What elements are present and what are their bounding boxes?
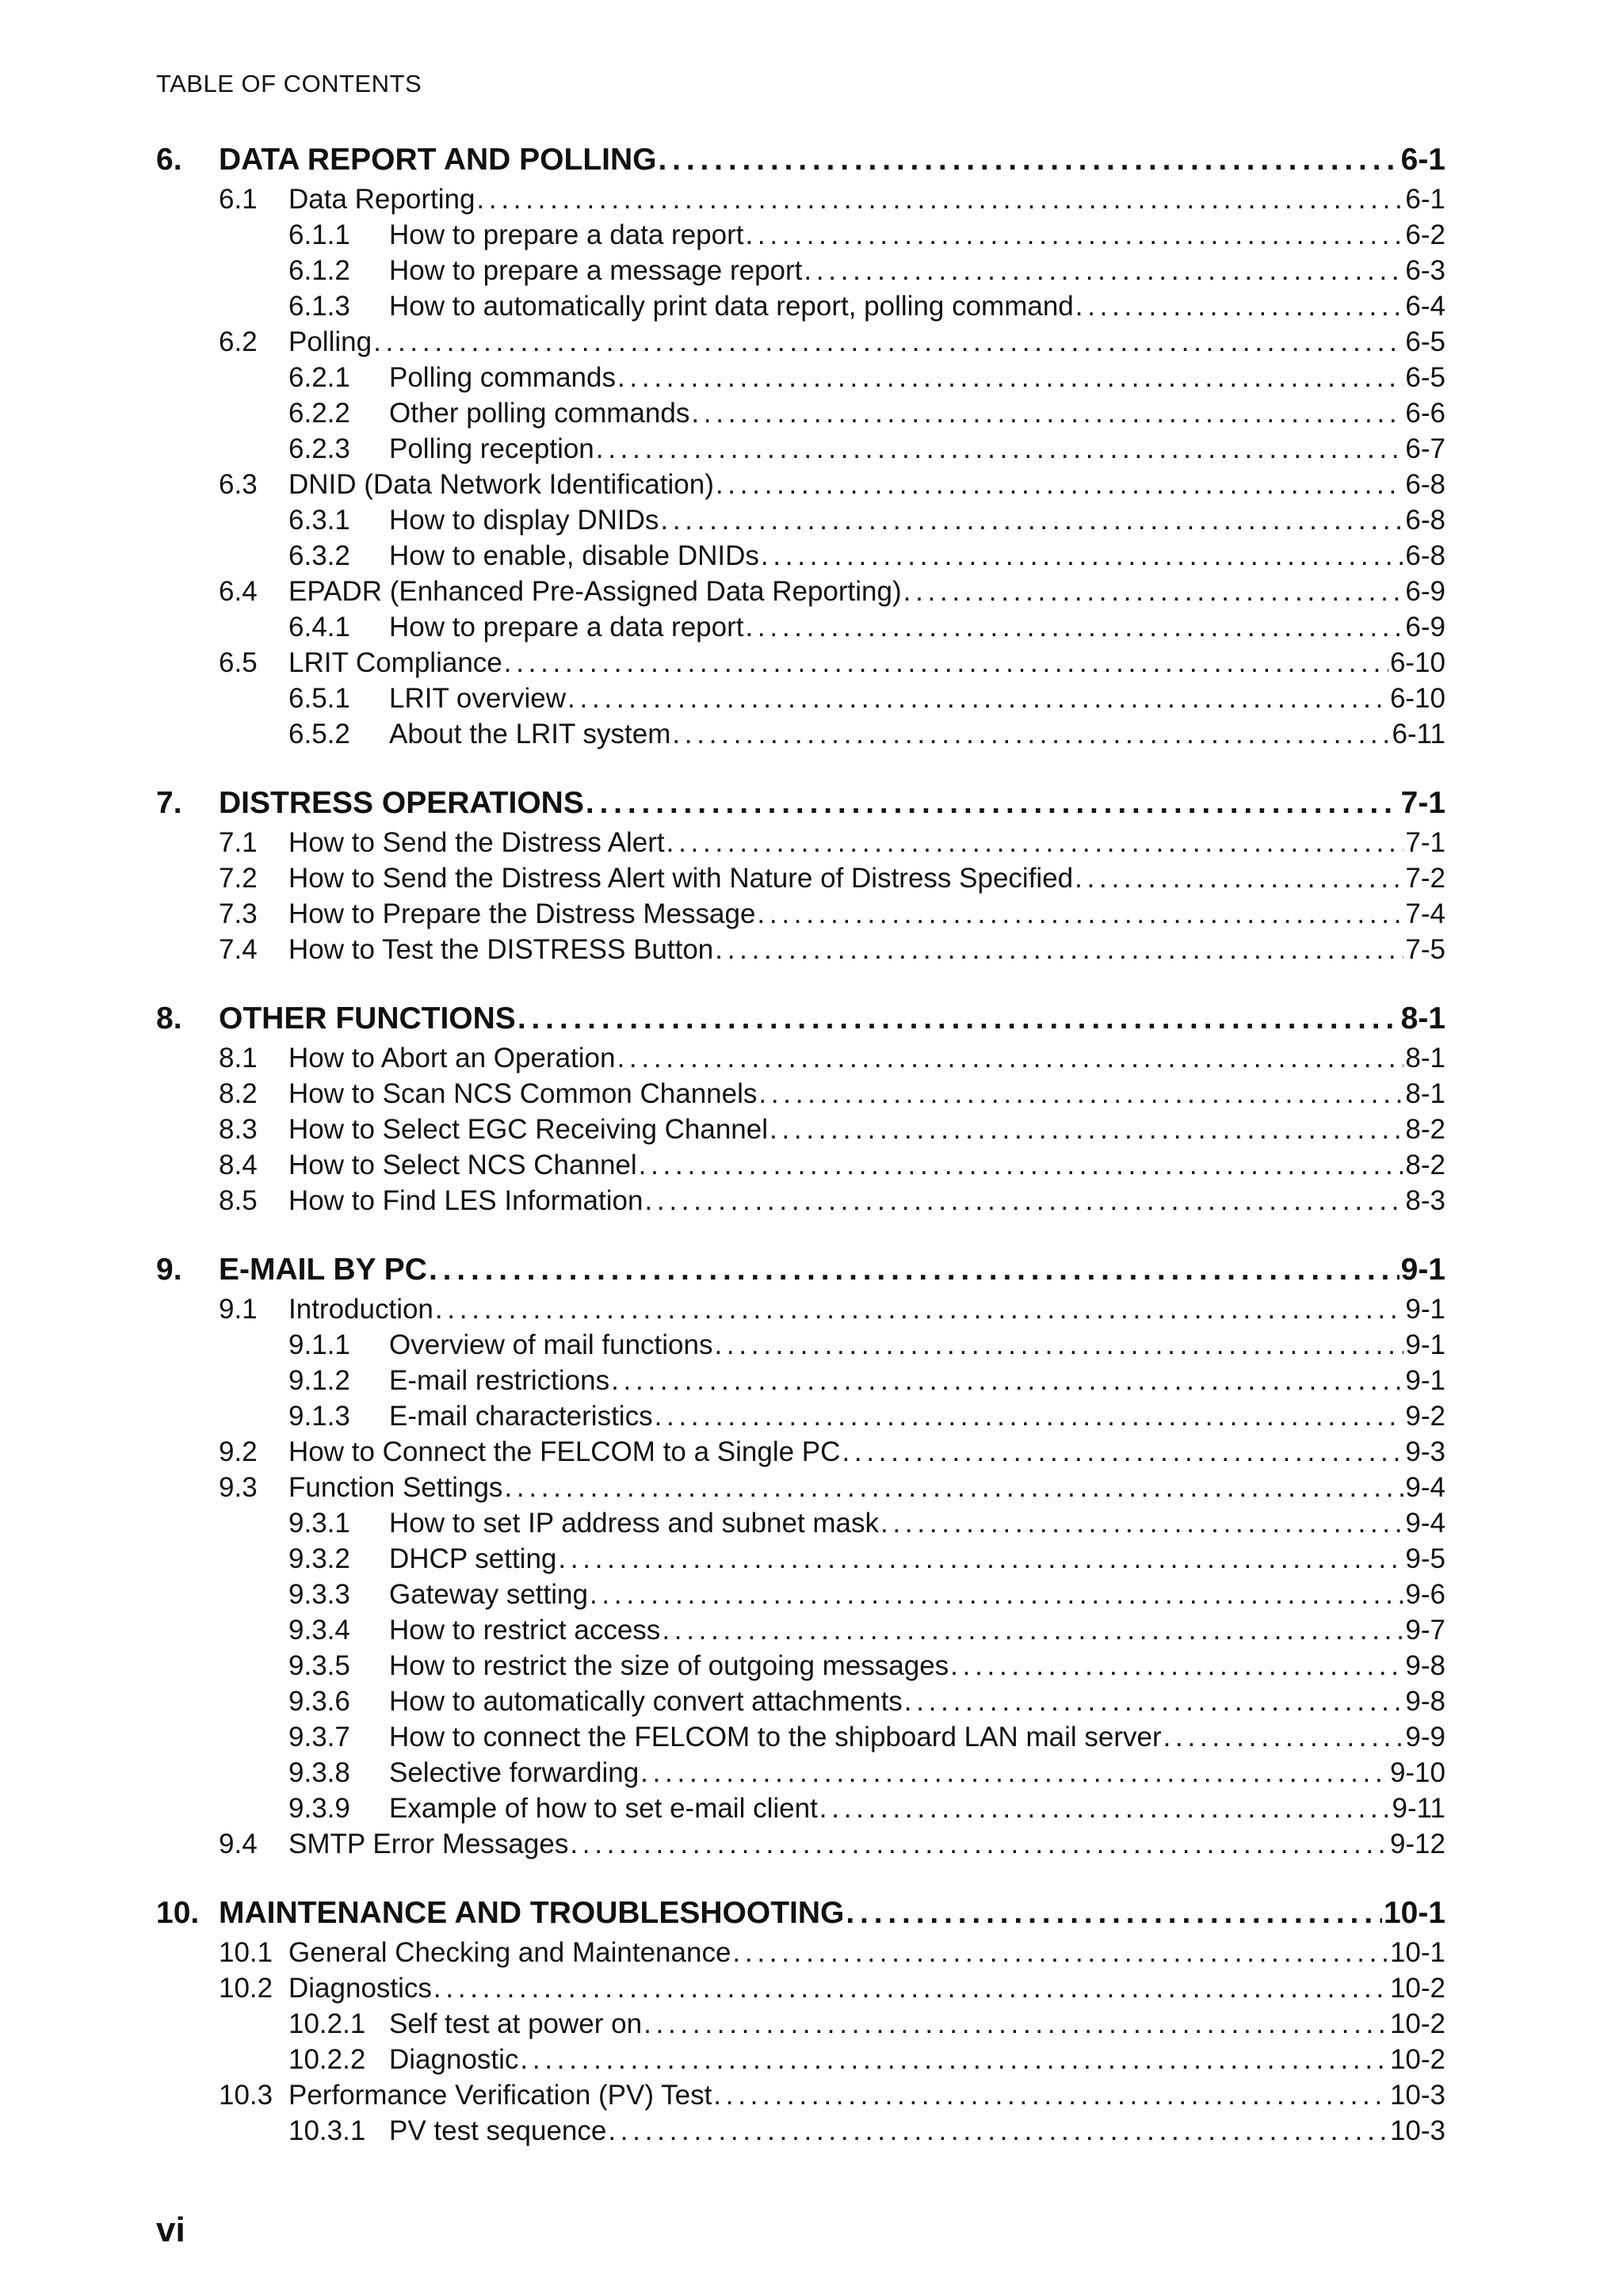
entry-number: 7. [156,786,182,820]
entry-number: 9.1.3 [288,1401,350,1432]
dot-leader [586,786,1400,821]
toc-section [156,898,1445,934]
dot-leader [644,1185,1403,1217]
entry-title: How to Scan NCS Common Channels [288,1078,758,1109]
entry-title: How to Send the Distress Alert [288,827,665,858]
toc-section [156,1150,1445,1185]
dot-leader [504,647,1388,679]
entry-page: 7-4 [1405,898,1445,929]
entry-title: Other polling commands [389,398,690,429]
toc-section [156,1294,1445,1329]
toc-subsection [156,1508,1445,1543]
entry-page: 6-5 [1405,326,1445,357]
entry-title: How to restrict the size of outgoing messages [389,1650,949,1681]
entry-title: How to Prepare the Distress Message [288,898,756,929]
toc-section [156,1973,1445,2008]
entry-number: 10.2.2 [288,2044,366,2075]
chapter-heading [156,143,1445,184]
entry-title: Gateway setting [389,1579,588,1610]
entry-title: How to enable, disable DNIDs [389,540,759,571]
entry-number: 10. [156,1896,200,1930]
entry-page: 8-2 [1405,1150,1445,1180]
entry-number: 10.1 [219,1937,273,1968]
entry-title: E-mail restrictions [389,1365,610,1396]
entry-number: 6.2 [219,326,258,357]
entry-title: How to prepare a message report [389,255,803,286]
toc-subsection [156,398,1445,433]
toc-section [156,1829,1445,1864]
entry-number: 6.4 [219,576,258,607]
toc-section [156,469,1445,505]
toc-chapter [156,1253,1445,1864]
entry-number: 7.4 [219,934,258,965]
entry-title: SMTP Error Messages [288,1829,569,1859]
dot-leader [373,326,1403,358]
entry-title: How to Send the Distress Alert with Nature of Distress Specified [288,863,1074,894]
toc-subsection [156,1615,1445,1650]
entry-number: 9.3 [219,1472,258,1503]
entry-page: 9-4 [1405,1472,1445,1503]
entry-title: How to Select NCS Channel [288,1150,637,1180]
entry-number: 7.1 [219,827,258,858]
dot-leader [662,1615,1403,1646]
toc-subsection [156,2115,1445,2151]
toc-section [156,184,1445,219]
entry-title: Polling reception [389,433,594,464]
entry-number: 6.1.1 [288,219,350,250]
dot-leader [429,1253,1400,1287]
dot-leader [476,184,1403,215]
toc-section [156,1472,1445,1508]
dot-leader [716,469,1404,501]
dot-leader [819,1793,1391,1825]
dot-leader [558,1543,1403,1575]
entry-number: 6.3.1 [288,505,350,536]
dot-leader [713,2080,1388,2111]
toc-subsection [156,719,1445,754]
entry-title: Function Settings [288,1472,503,1503]
entry-page: 9-1 [1400,1253,1445,1287]
entry-title: PV test sequence [389,2115,607,2146]
dot-leader [617,362,1403,394]
entry-page: 10-2 [1389,2008,1445,2039]
toc-section [156,1937,1445,1973]
dot-leader [672,719,1390,750]
entry-page: 6-1 [1400,143,1445,177]
toc-subsection [156,2044,1445,2080]
entry-title: General Checking and Maintenance [288,1937,731,1968]
toc-chapter [156,1001,1445,1221]
entry-number: 9.4 [219,1829,258,1859]
entry-number: 6.4.1 [288,612,350,643]
dot-leader [950,1650,1403,1682]
entry-number: 9.3.6 [288,1686,350,1717]
entry-page: 6-6 [1405,398,1445,429]
toc-section [156,326,1445,362]
entry-title: E-MAIL BY PC [219,1253,427,1287]
entry-page: 9-3 [1405,1436,1445,1467]
entry-number: 6.5.2 [288,719,350,749]
entry-title: How to Select EGC Receiving Channel [288,1114,769,1145]
entry-number: 7.2 [219,863,258,894]
page-number: vi [156,2210,185,2249]
entry-number: 9.1.2 [288,1365,350,1396]
toc-subsection [156,362,1445,398]
entry-number: 6.1.2 [288,255,350,286]
entry-title: How to automatically print data report, polling command [389,291,1074,322]
entry-page: 6-2 [1405,219,1445,250]
dot-leader [1163,1722,1404,1753]
toc-section [156,1078,1445,1114]
dot-leader [904,1686,1404,1718]
dot-leader [655,1401,1404,1432]
toc-section [156,576,1445,612]
toc-chapter [156,1896,1445,2151]
toc-subsection [156,1579,1445,1615]
toc-subsection [156,1757,1445,1793]
entry-number: 8.4 [219,1150,258,1180]
entry-title: How to prepare a data report [389,612,744,643]
dot-leader [745,612,1403,643]
entry-number: 10.3 [219,2080,273,2111]
entry-number: 8.2 [219,1078,258,1109]
entry-title: OTHER FUNCTIONS [219,1001,516,1035]
dot-leader [745,219,1403,251]
entry-number: 9. [156,1253,182,1287]
toc-subsection [156,1686,1445,1722]
dot-leader [714,1329,1403,1361]
toc-section [156,934,1445,970]
entry-title: Example of how to set e-mail client [389,1793,818,1824]
dot-leader [435,1294,1404,1325]
entry-number: 6.3 [219,469,258,500]
dot-leader [769,1114,1403,1146]
toc-subsection [156,433,1445,469]
entry-page: 9-9 [1405,1722,1445,1753]
toc-chapter [156,143,1445,754]
entry-title: How to Connect the FELCOM to a Single PC [288,1436,841,1467]
entry-page: 6-9 [1405,576,1445,607]
entry-number: 9.1.1 [288,1329,350,1360]
entry-number: 9.3.1 [288,1508,350,1539]
entry-number: 9.3.4 [288,1615,350,1646]
toc-section [156,2080,1445,2115]
entry-number: 7.3 [219,898,258,929]
entry-title: Introduction [288,1294,433,1325]
toc-subsection [156,1543,1445,1579]
toc-subsection [156,683,1445,719]
entry-page: 7-1 [1405,827,1445,858]
toc-subsection [156,1793,1445,1829]
entry-number: 6. [156,143,182,177]
entry-page: 6-10 [1389,647,1445,678]
entry-page: 9-4 [1405,1508,1445,1539]
dot-leader [658,143,1399,177]
dot-leader [761,540,1404,572]
toc-subsection [156,2008,1445,2044]
entry-page: 9-8 [1405,1650,1445,1681]
toc-subsection [156,1650,1445,1686]
entry-title: Overview of mail functions [389,1329,713,1360]
entry-page: 7-1 [1400,786,1445,820]
entry-page: 6-5 [1405,362,1445,393]
dot-leader [520,2044,1388,2076]
dot-leader [504,1472,1403,1504]
entry-number: 6.1.3 [288,291,350,322]
entry-page: 9-12 [1389,1829,1445,1859]
entry-page: 9-5 [1405,1543,1445,1574]
entry-title: DNID (Data Network Identification) [288,469,714,500]
entry-page: 6-8 [1405,505,1445,536]
entry-number: 6.5 [219,647,258,678]
entry-number: 9.3.9 [288,1793,350,1824]
entry-number: 8.3 [219,1114,258,1145]
entry-title: MAINTENANCE AND TROUBLESHOOTING [219,1896,845,1930]
dot-leader [611,1365,1403,1397]
dot-leader [1075,863,1403,894]
entry-title: How to automatically convert attachments [389,1686,903,1717]
entry-title: How to Find LES Information [288,1185,643,1216]
dot-leader [596,433,1404,465]
entry-title: E-mail characteristics [389,1401,653,1432]
entry-number: 9.2 [219,1436,258,1467]
entry-page: 9-7 [1405,1615,1445,1646]
entry-page: 9-2 [1405,1401,1445,1432]
toc-section [156,1114,1445,1150]
running-header: TABLE OF CONTENTS [156,70,422,97]
dot-leader [517,1001,1400,1036]
toc-subsection [156,219,1445,255]
entry-page: 6-4 [1405,291,1445,322]
dot-leader [691,398,1403,429]
entry-page: 9-1 [1405,1329,1445,1360]
entry-page: 9-10 [1389,1757,1445,1788]
entry-page: 9-6 [1405,1579,1445,1610]
dot-leader [639,1150,1404,1181]
entry-title: About the LRIT system [389,719,671,749]
entry-number: 6.5.1 [288,683,350,714]
entry-page: 8-2 [1405,1114,1445,1145]
entry-number: 8. [156,1001,182,1035]
entry-page: 6-7 [1405,433,1445,464]
entry-number: 6.3.2 [288,540,350,571]
dot-leader [640,1757,1388,1789]
dot-leader [732,1937,1388,1969]
entry-title: Self test at power on [389,2008,643,2039]
entry-page: 6-11 [1392,719,1445,749]
chapter-heading [156,1253,1445,1294]
entry-number: 9.1 [219,1294,258,1325]
dot-leader [846,1896,1382,1931]
entry-title: Performance Verification (PV) Test [288,2080,712,2111]
dot-leader [757,898,1403,930]
entry-title: Selective forwarding [389,1757,640,1788]
entry-title: How to Test the DISTRESS Button [288,934,714,965]
entry-page: 8-1 [1400,1001,1445,1035]
chapter-heading [156,1896,1445,1937]
entry-title: How to display DNIDs [389,505,659,536]
dot-leader [590,1579,1403,1611]
dot-leader [880,1508,1403,1539]
entry-number: 10.2.1 [288,2008,366,2039]
entry-title: How to connect the FELCOM to the shipboard LAN mail server [389,1722,1162,1753]
chapter-heading [156,1001,1445,1043]
entry-number: 9.3.8 [288,1757,350,1788]
dot-leader [666,827,1404,859]
toc-section [156,863,1445,898]
toc-section [156,1185,1445,1221]
entry-number: 6.2.2 [288,398,350,429]
entry-page: 6-3 [1405,255,1445,286]
toc-subsection [156,1401,1445,1436]
entry-number: 6.2.1 [288,362,350,393]
dot-leader [643,2008,1388,2040]
entry-title: How to restrict access [389,1615,661,1646]
dot-leader [715,934,1403,966]
toc-subsection [156,1329,1445,1365]
entry-title: Diagnostic [389,2044,519,2075]
entry-title: Diagnostics [288,1973,432,2004]
dot-leader [1075,291,1404,322]
entry-number: 9.3.2 [288,1543,350,1574]
entry-title: How to set IP address and subnet mask [389,1508,880,1539]
toc-subsection [156,1365,1445,1401]
entry-page: 10-1 [1383,1896,1445,1930]
entry-number: 8.1 [219,1043,258,1074]
dot-leader [660,505,1403,536]
dot-leader [433,1973,1388,2004]
entry-number: 9.3.5 [288,1650,350,1681]
entry-page: 6-9 [1405,612,1445,643]
dot-leader [608,2115,1388,2147]
entry-page: 8-3 [1405,1185,1445,1216]
entry-title: How to prepare a data report [389,219,744,250]
dot-leader [804,255,1403,287]
toc-subsection [156,612,1445,647]
entry-title: How to Abort an Operation [288,1043,616,1074]
entry-page: 6-8 [1405,540,1445,571]
toc-section [156,647,1445,683]
table-of-contents [156,143,1445,2183]
entry-title: DHCP setting [389,1543,557,1574]
entry-page: 9-8 [1405,1686,1445,1717]
entry-page: 10-3 [1389,2080,1445,2111]
toc-section [156,1436,1445,1472]
toc-subsection [156,505,1445,540]
entry-page: 10-2 [1389,2044,1445,2075]
dot-leader [617,1043,1403,1074]
entry-number: 9.3.7 [288,1722,350,1753]
dot-leader [842,1436,1403,1468]
toc-subsection [156,291,1445,326]
toc-section [156,827,1445,863]
entry-page: 9-1 [1405,1365,1445,1396]
toc-subsection [156,255,1445,291]
entry-title: Data Reporting [288,184,475,215]
entry-title: EPADR (Enhanced Pre-Assigned Data Reporting) [288,576,902,607]
entry-page: 6-8 [1405,469,1445,500]
entry-page: 6-1 [1405,184,1445,215]
toc-subsection [156,1722,1445,1757]
entry-number: 10.2 [219,1973,273,2004]
entry-page: 8-1 [1405,1078,1445,1109]
dot-leader [570,1829,1388,1860]
entry-number: 8.5 [219,1185,258,1216]
entry-number: 9.3.3 [288,1579,350,1610]
entry-page: 7-5 [1405,934,1445,965]
entry-title: Polling [288,326,372,357]
entry-page: 9-11 [1392,1793,1445,1824]
toc-chapter [156,786,1445,970]
entry-page: 10-3 [1389,2115,1445,2146]
entry-page: 10-1 [1389,1937,1445,1968]
toc-section [156,1043,1445,1078]
dot-leader [903,576,1404,608]
entry-title: LRIT overview [389,683,567,714]
chapter-heading [156,786,1445,827]
dot-leader [567,683,1388,715]
entry-title: DATA REPORT AND POLLING [219,143,657,177]
toc-subsection [156,540,1445,576]
entry-number: 6.2.3 [288,433,350,464]
entry-number: 10.3.1 [288,2115,366,2146]
entry-page: 7-2 [1405,863,1445,894]
entry-title: Polling commands [389,362,616,393]
entry-page: 6-10 [1389,683,1445,714]
entry-page: 8-1 [1405,1043,1445,1074]
entry-number: 6.1 [219,184,258,215]
entry-page: 9-1 [1405,1294,1445,1325]
dot-leader [758,1078,1403,1110]
entry-page: 10-2 [1389,1973,1445,2004]
entry-title: DISTRESS OPERATIONS [219,786,584,820]
entry-title: LRIT Compliance [288,647,502,678]
